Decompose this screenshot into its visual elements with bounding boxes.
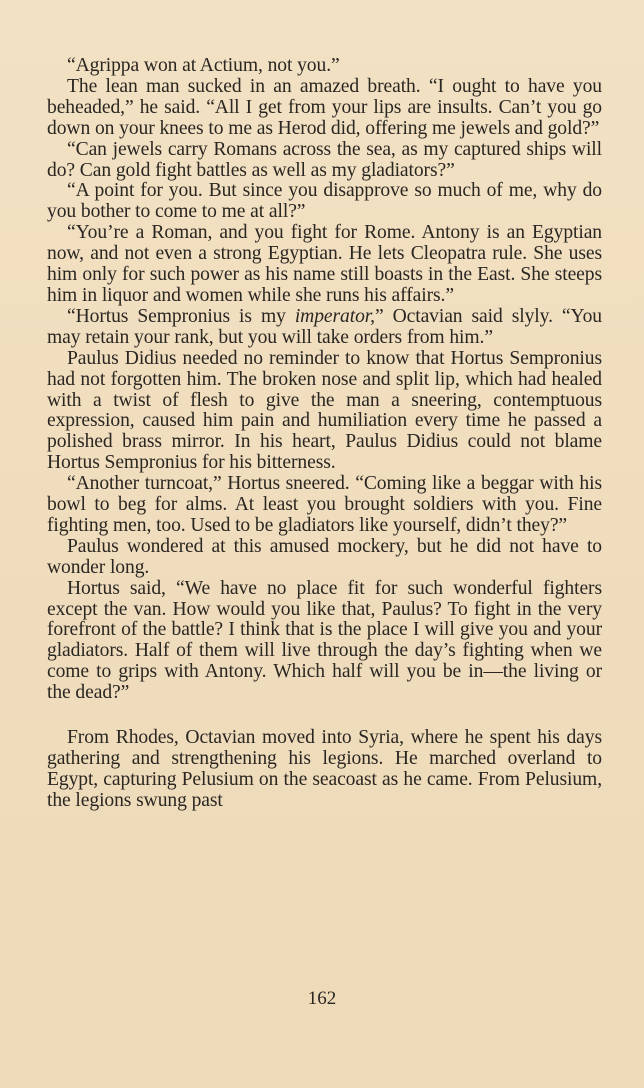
emphasis: imperator, [294,305,375,327]
paragraph: Paulus Didius needed no reminder to know that Hortus Sempronius had not forgotten him. The broken nose and split lip, which had healed with a twist of flesh to give the man a sneering, contemptuous expression, caused him pain and humiliation every time he passed a polished brass mirror. In his heart, Paulus Didius could not blame Hortus Sempronius for his bitterness. [47,347,602,474]
body-text [47,56,602,812]
paragraph: “Another turncoat,” Hortus sneered. “Coming like a beggar with his bowl to beg for alms. At least you brought soldiers with you. Fine fighting men, too. Used to be gladiators like yourself, didn’t they?” [47,473,602,536]
paragraph: Paulus wondered at this amused mockery, but he did not have to wonder long. [47,535,602,578]
paragraph: “Can jewels carry Romans across the sea, as my captured ships will do? Can gold fight battles as well as my gladiators?” [47,138,602,181]
paragraph: “A point for you. But since you disapprove so much of me, why do you bother to come to me at all?” [47,180,602,223]
paragraph: “You’re a Roman, and you fight for Rome. Antony is an Egyptian now, and not even a strong Egyptian. He lets Cleopatra rule. She uses him only for such power as his name still boasts in the East. She steeps him in liquor and women while she runs his affairs.” [47,222,602,306]
paragraph: “Agrippa won at Actium, not you.” [67,55,340,76]
paragraph: The lean man sucked in an amazed breath. “I ought to have you beheaded,” he said. “All I get from your lips are insults. Can’t you go down on your knees to me as Herod did, offering me jewels and gold?” [47,75,602,139]
page-number: 162 [307,988,337,1009]
paragraph: Hortus said, “We have no place fit for such wonderful fighters except the van. How would you like that, Paulus? To fight in the very forefront of the battle? I think that is the place I will give you and your gladiators. Half of them will live through the day’s fighting when we come to grips with Antony. Which half will you be in—the living or the dead?” [47,577,602,704]
paragraph: From Rhodes, Octavian moved into Syria, where he spent his days gathering and strengthening his legions. He marched overland to Egypt, capturing Pelusium on the seacoast as he came. From Pelusium, the legions swung past [47,727,602,811]
paragraph: “Hortus Sempronius is my imperator,” Octavian said slyly. “You may retain your rank, but you will take orders from him.” [47,305,602,348]
